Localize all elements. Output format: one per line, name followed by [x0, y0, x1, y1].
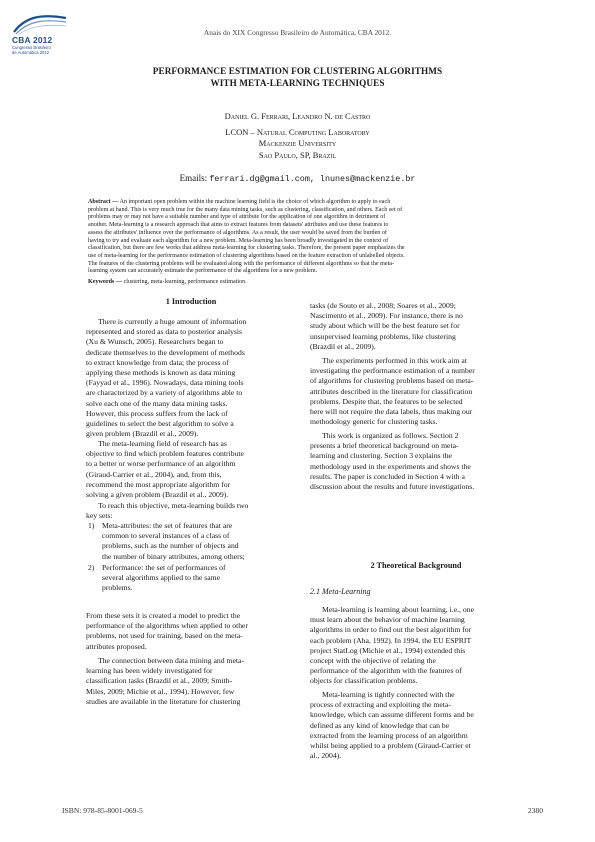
abstract-line: use of meta-learning for the performance estimation of clustering algorithms based on the feature extraction of unlabelled objects.	[88, 252, 405, 259]
logo-title: CBA 2012	[12, 35, 53, 45]
paper-title	[60, 66, 535, 89]
abstract-line: having to try and evaluate each algorithm for a new problem. Meta-learning has been broadly investigated in the context of	[88, 237, 389, 244]
list-item-meta-attributes: 1) Meta-attributes: the set of features that are common to several instances of a class of problems, such as the number of objects and the number of binary attributes, among others;	[88, 521, 245, 561]
list-number: 2)	[88, 563, 95, 572]
intro-paragraph-2: The meta-learning field of research has as objective to find which problem features contribute to a better or worse performance of an algorithm (Giraud-Carrier et al., 2004), and, from this, recommend the most appropriate algorithm for solving a given problem (Brazdil et al., 2009).	[86, 439, 244, 500]
section-2-heading: 2 Theoretical Background	[370, 561, 462, 570]
keywords-text: clustering, meta-learning, performance estimation.	[123, 279, 247, 285]
abstract-line: learning system can accurately estimate the performance of the algorithms for a new problem.	[88, 268, 318, 275]
keywords	[88, 279, 508, 287]
intro-paragraph-5: The connection between data mining and meta- learning has been widely investigated for classification tasks (Brazdil et al., 2009; Smith- Miles, 2009; Michie et al., 1994). However, few studies are available in the literature for clustering	[86, 656, 245, 706]
affiliation-lab: LCON – Natural Computing Laboratory	[225, 127, 370, 137]
subsection-2-1-heading: 2.1 Meta-Learning	[310, 587, 371, 596]
authors: Daniel G. Ferrari, Leandro N. de Castro	[224, 111, 371, 121]
emails-label: Emails:	[179, 173, 208, 183]
keywords-label: Keywords —	[88, 279, 123, 285]
emails	[60, 173, 535, 184]
list-number: 1)	[88, 521, 95, 530]
intro-paragraph-4: From these sets it is created a model to predict the performance of the algorithms when applied to other problems, not used for training, based on the meta- attributes proposed.	[86, 611, 249, 651]
logo-subtitle-line-1: Congresso Brasileiro	[12, 45, 51, 50]
right-paragraph-3: This work is organized as follows. Section 2 presents a brief theoretical background on meta- learning and clustering. Section 3 explains the methodology used in the experiments and shows the results. The paper is concluded in Section 4 with a discussion about the results and future investigations.	[310, 431, 475, 492]
abstract-line: The features of the clustering problems will be evaluated along with the performance of different algorithms so that the meta-	[88, 260, 394, 267]
cba-logo	[12, 12, 68, 62]
abstract-line: assess the attributes' influence over the performance of algorithms. As a result, the user would be saved from the burden of	[88, 229, 387, 236]
abstract-line: Abstract — An important open problem within the machine learning field is the choice of which algorithm to apply to each	[88, 199, 391, 205]
intro-paragraph-3: To reach this objective, meta-learning builds two key sets:	[86, 501, 249, 521]
abstract-label: Abstract —	[88, 199, 119, 205]
logo-subtitle-line-2: de Automática 2012	[12, 50, 50, 55]
abstract-line: classification, but there are few works that address meta-learning for clustering tasks. Therefore, the present paper emphasizes the	[88, 245, 405, 252]
abstract-line: problem at hand. This is very much true for the many data mining tasks, such as clustering, classification, and others. Each set of	[88, 206, 403, 213]
right-paragraph-5: Meta-learning is tightly connected with the process of extracting and exploiting the meta- knowledge, which can assume different forms and be defined as any kind of knowledge that can be extracted from the learning process of an algorithm whilst being applied to a problem (Giraud-Carrier et al., 2004).	[310, 690, 474, 761]
affiliation	[60, 127, 535, 161]
right-paragraph-2: The experiments performed in this work aim at investigating the performance estimation of a number of algorithms for clustering problems based on meta- attributes described in the literature for classification problems. Despite that, the features to be selected here will not require the data labels, thus making our methodology generic for clustering tasks.	[310, 356, 475, 427]
intro-paragraph-1: There is currently a huge amount of information represented and stored as data to posterior analysis (Xu & Wunsch, 2005). Researchers began to dedicate themselves to the development of methods to extract knowledge from data; the process of applying these methods is known as data mining (Fayyad et al., 1996). Nowadays, data mining tools are characterized by a variety of algorithms able to solve each one of the many data mining tasks. However, this process suffers from the lack of guidelines to select the best algorithm to solve a given problem (Brazdil et al., 2009).	[86, 317, 247, 439]
footer-isbn: ISBN: 978-85-8001-069-5	[62, 806, 143, 815]
running-header: Anais do XIX Congresso Brasileiro de Automática, CBA 2012.	[203, 28, 392, 37]
title-line-1: PERFORMANCE ESTIMATION FOR CLUSTERING ALGORITHMS	[152, 66, 443, 76]
emails-addresses: ferrari.dg@gmail.com, lnunes@mackenzie.br	[209, 174, 416, 184]
footer-page-number: 2380	[527, 806, 543, 815]
abstract	[88, 199, 508, 276]
section-1-heading: 1 Introduction	[165, 297, 217, 306]
abstract-line: problems may or may not have a suitable number and type of attribute for the application of one algorithm in detriment of	[88, 214, 386, 221]
right-paragraph-1: tasks (de Souto et al., 2008; Soares et al., 2009; Nascimento et al., 2009). For instance, there is no study about which will be the best feature set for unsupervised learning problems, like clustering (Brazdil et al., 2009).	[310, 301, 463, 351]
title-line-2: WITH META-LEARNING TECHNIQUES	[210, 77, 385, 88]
right-paragraph-4: Meta-learning is learning about learning, i.e., one must learn about the behavior of machine learning algorithms in order to find out the best algorithm for each problem (Aha, 1992). In 1994, the EU ESPRIT project StatLog (Michie et al., 1994) extended this concept with the objective of relating the performance of the algorithm with the features of objects for classification problems.	[310, 605, 474, 686]
list-item-performance: 2) Performance: the set of performances of several algorithms applied to the same problems.	[88, 563, 226, 593]
abstract-line: another. Meta-learning is a research approach that aims to extract features from datasets' attributes and use these features to	[88, 222, 389, 229]
affiliation-city: Sao Paulo, SP, Brazil	[258, 149, 337, 160]
affiliation-university: Mackenzie University	[258, 138, 337, 149]
